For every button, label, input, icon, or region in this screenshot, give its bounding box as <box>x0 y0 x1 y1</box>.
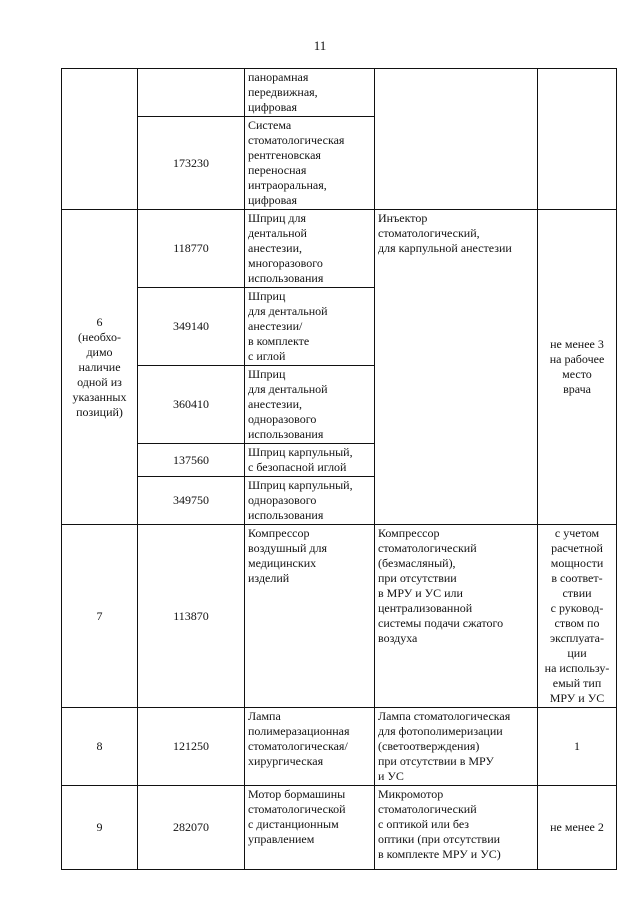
name-cell: Шприц для дентальной анестезии/ в комплекте с иглой <box>245 288 375 366</box>
row-number-cell: 6 (необхо- димо наличие одной из указанных позиций) <box>62 210 138 525</box>
equipment-table <box>61 68 617 870</box>
code-cell: 173230 <box>138 117 245 210</box>
analog-cell: Лампа стоматологическая для фотополимеризации (светоотверждения) при отсутствии в МРУ и УС <box>375 708 538 786</box>
row-number-cell: 7 <box>62 525 138 708</box>
table-row <box>62 525 617 708</box>
name-cell: Шприц для дентальной анестезии, одноразового использования <box>245 366 375 444</box>
page-number: 11 <box>313 38 327 53</box>
quantity-cell <box>538 69 617 210</box>
code-cell: 349140 <box>138 288 245 366</box>
analog-cell: Микромотор стоматологический с оптикой или без оптики (при отсутствии в комплекте МРУ и УС) <box>375 786 538 870</box>
code-cell: 282070 <box>138 786 245 870</box>
row-number-cell: 9 <box>62 786 138 870</box>
code-cell: 137560 <box>138 444 245 477</box>
row-number-cell <box>62 69 138 210</box>
table-row <box>62 708 617 786</box>
table-row <box>62 786 617 870</box>
name-cell: Компрессор воздушный для медицинских изделий <box>245 525 375 708</box>
row-number-cell: 8 <box>62 708 138 786</box>
table-row <box>62 69 617 117</box>
analog-cell: Компрессор стоматологический (безмасляный), при отсутствии в МРУ и УС или централизованной системы подачи сжатого воздуха <box>375 525 538 708</box>
code-cell: 360410 <box>138 366 245 444</box>
name-cell: Шприц для дентальной анестезии, многоразового использования <box>245 210 375 288</box>
analog-cell: Инъектор стоматологический, для карпульной анестезии <box>375 210 538 525</box>
table-row <box>62 210 617 288</box>
quantity-cell: не менее 2 <box>538 786 617 870</box>
name-cell: Система стоматологическая рентгеновская переносная интраоральная, цифровая <box>245 117 375 210</box>
code-cell: 121250 <box>138 708 245 786</box>
name-cell: панорамная передвижная, цифровая <box>245 69 375 117</box>
quantity-cell: не менее 3 на рабочее место врача <box>538 210 617 525</box>
code-cell <box>138 69 245 117</box>
quantity-cell: 1 <box>538 708 617 786</box>
name-cell: Мотор бормашины стоматологической с дистанционным управлением <box>245 786 375 870</box>
code-cell: 113870 <box>138 525 245 708</box>
name-cell: Шприц карпульный, с безопасной иглой <box>245 444 375 477</box>
name-cell: Лампа полимеразационная стоматологическая/ хирургическая <box>245 708 375 786</box>
code-cell: 349750 <box>138 477 245 525</box>
code-cell: 118770 <box>138 210 245 288</box>
analog-cell <box>375 69 538 210</box>
quantity-cell: с учетом расчетной мощности в соответ- ствии с руковод- ством по эксплуата- ции на использу- емый тип МРУ и УС <box>538 525 617 708</box>
name-cell: Шприц карпульный, одноразового использования <box>245 477 375 525</box>
